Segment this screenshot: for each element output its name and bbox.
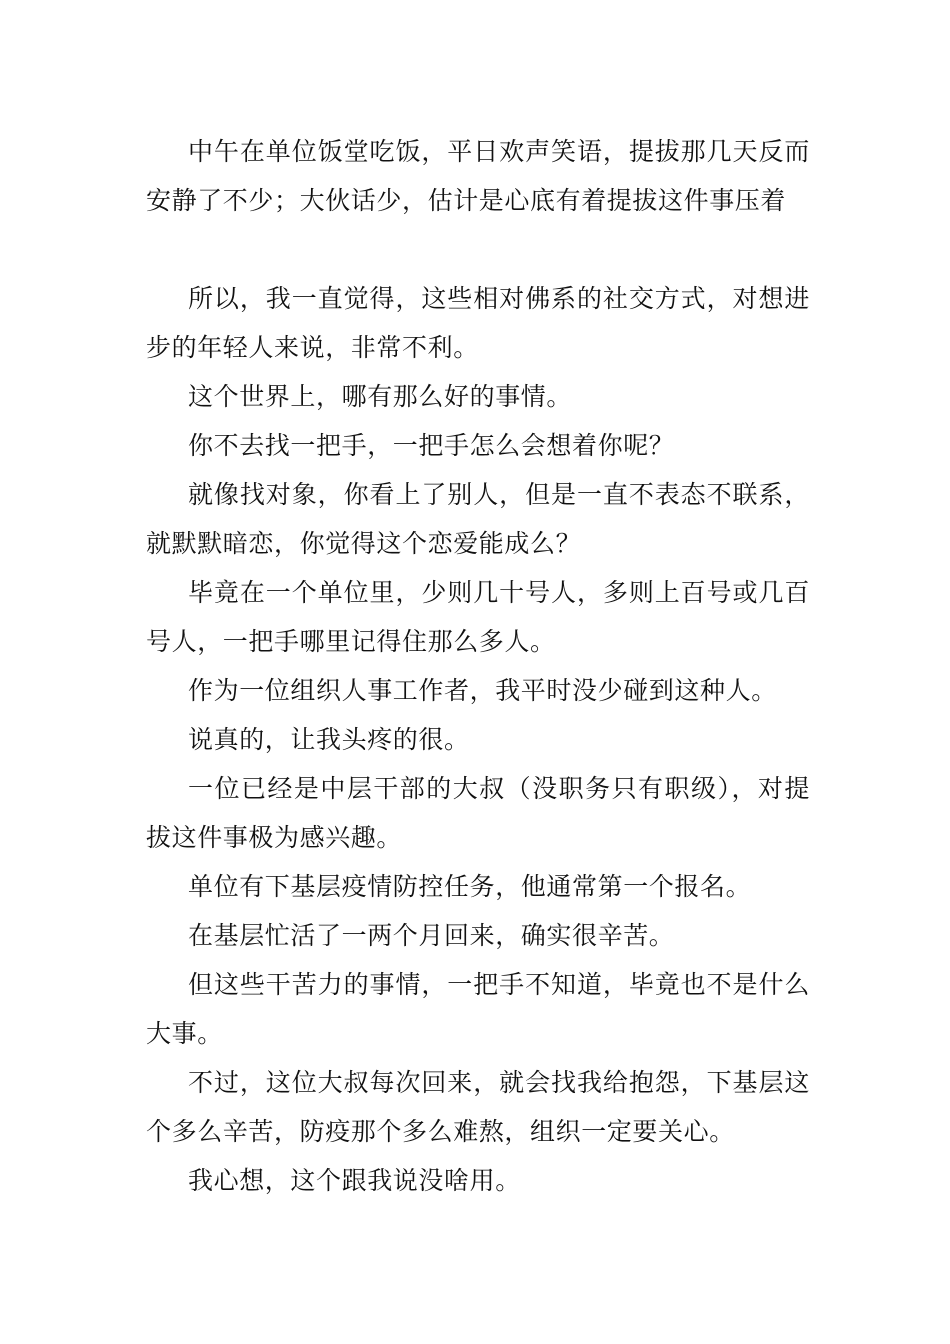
paragraph: 作为一位组织人事工作者，我平时没少碰到这种人。 (188, 676, 777, 705)
paragraph: 所以，我一直觉得，这些相对佛系的社交方式，对想进步的年轻人来说，非常不利。 (146, 284, 810, 362)
paragraph: 毕竟在一个单位里，少则几十号人，多则上百号或几百号人，一把手哪里记得住那么多人。 (146, 578, 810, 656)
paragraph: 就像找对象，你看上了别人，但是一直不表态不联系，就默默暗恋，你觉得这个恋爱能成么？ (146, 480, 810, 558)
paragraph: 但这些干苦力的事情，一把手不知道，毕竟也不是什么大事。 (146, 970, 810, 1048)
paragraph-gap (146, 225, 810, 274)
paragraph: 中午在单位饭堂吃饭，平日欢声笑语，提拔那几天反而安静了不少；大伙话少，估计是心底有着提拔这件事压着 (146, 137, 810, 215)
paragraph: 我心想，这个跟我说没啥用。 (188, 1166, 521, 1195)
paragraph: 说真的，让我头疼的很。 (188, 725, 470, 754)
paragraph: 单位有下基层疫情防控任务，他通常第一个报名。 (188, 872, 752, 901)
paragraph: 在基层忙活了一两个月回来，确实很辛苦。 (188, 921, 675, 950)
paragraph: 你不去找一把手，一把手怎么会想着你呢？ (188, 431, 675, 460)
paragraph: 这个世界上，哪有那么好的事情。 (188, 382, 573, 411)
paragraph: 不过，这位大叔每次回来，就会找我给抱怨，下基层这个多么辛苦，防疫那个多么难熬，组织一定要关心。 (146, 1068, 810, 1146)
document-page (146, 127, 810, 1205)
paragraph: 一位已经是中层干部的大叔（没职务只有职级），对提拔这件事极为感兴趣。 (146, 774, 810, 852)
